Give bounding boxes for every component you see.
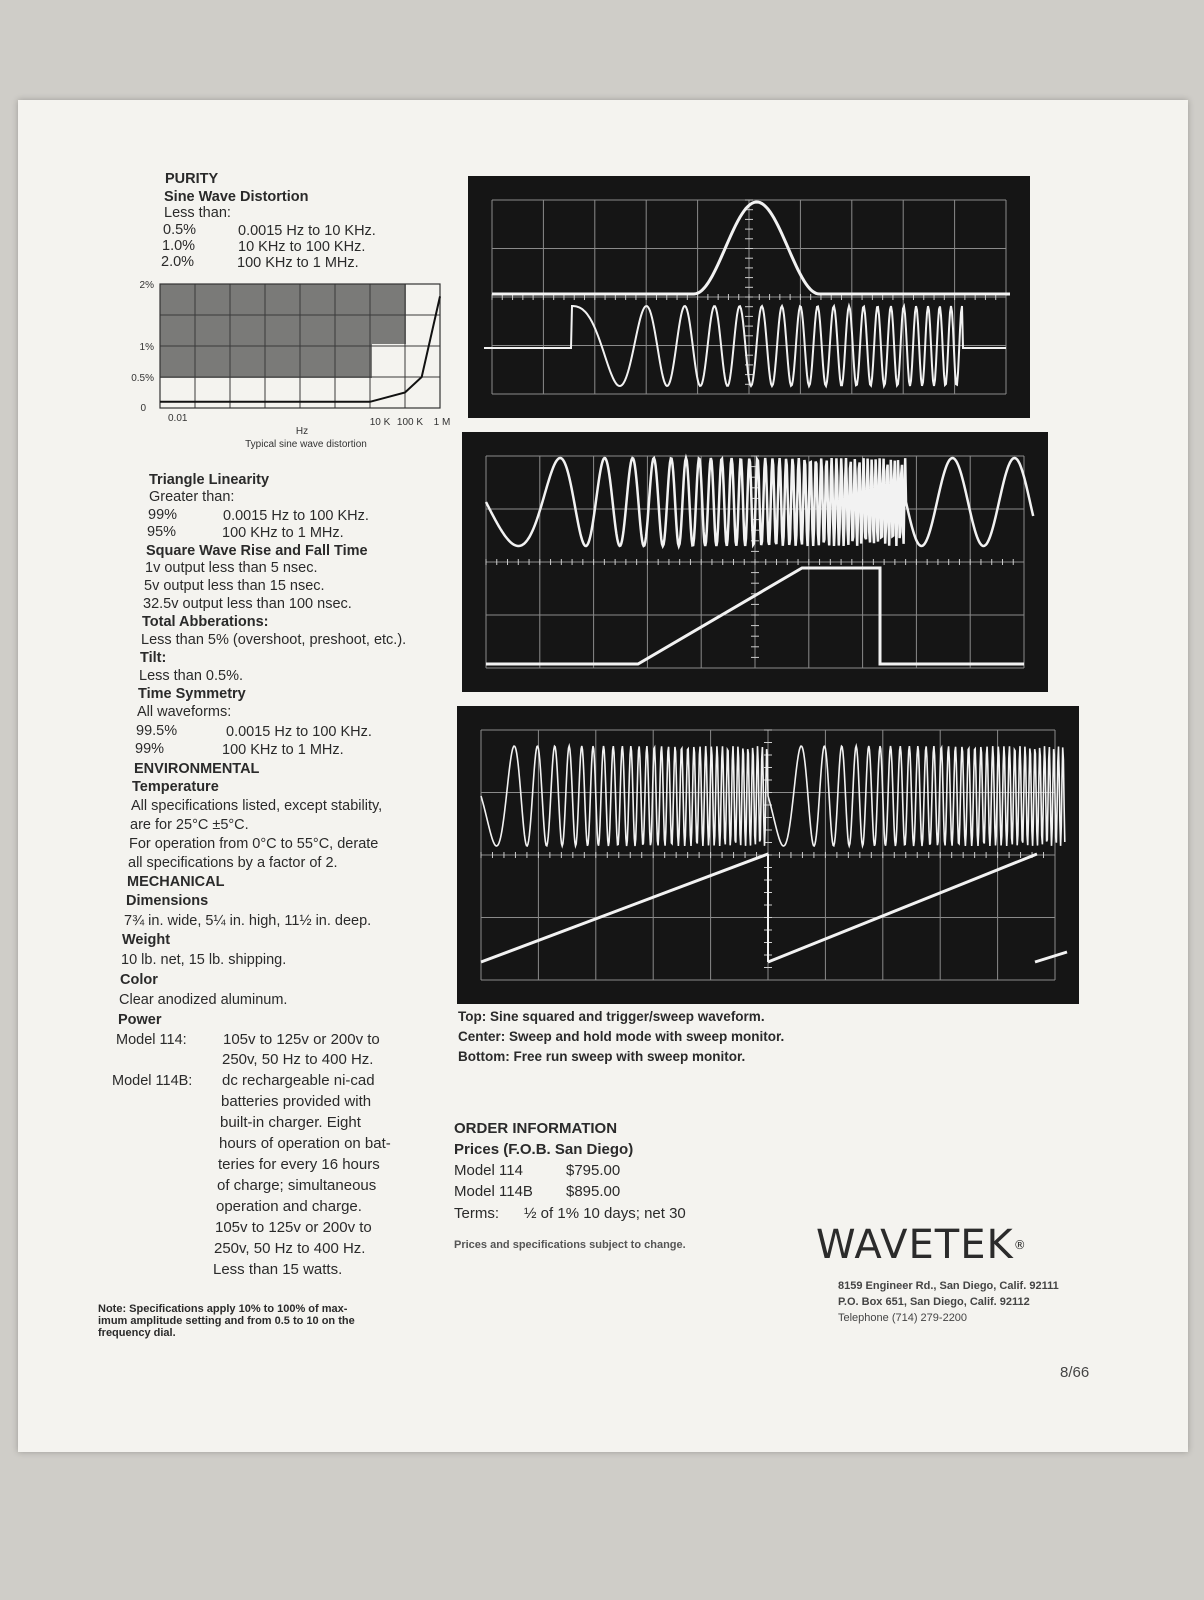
terms-text: ½ of 1% 10 days; net 30 bbox=[524, 1205, 686, 1222]
purity-value: 0.5% bbox=[163, 222, 197, 238]
model-114b-line: teries for every 16 hours bbox=[218, 1156, 380, 1173]
power-heading: Power bbox=[118, 1012, 162, 1028]
purity-heading: PURITY bbox=[165, 171, 219, 187]
model-114b-line: batteries provided with bbox=[221, 1093, 372, 1110]
temperature-heading: Temperature bbox=[132, 779, 219, 795]
model-114b-line: built-in charger. Eight bbox=[220, 1114, 361, 1131]
tilt-text: Less than 0.5%. bbox=[139, 668, 243, 684]
address-line: P.O. Box 651, San Diego, Calif. 92112 bbox=[838, 1296, 1030, 1308]
y-tick-label: 2% bbox=[139, 280, 154, 291]
abberations-text: Less than 5% (overshoot, preshoot, etc.). bbox=[141, 632, 407, 648]
model-114b-label: Model 114B: bbox=[112, 1073, 193, 1089]
ramp-trace bbox=[1035, 952, 1067, 962]
triangle-range: 100 KHz to 1 MHz. bbox=[222, 525, 344, 541]
symmetry-range: 100 KHz to 1 MHz. bbox=[222, 742, 344, 758]
caption-bottom: Bottom: Free run sweep with sweep monitor. bbox=[458, 1049, 746, 1064]
order-model: Model 114 bbox=[454, 1162, 523, 1179]
model-114b-line: of charge; simultaneous bbox=[217, 1177, 377, 1194]
symmetry-value: 99% bbox=[135, 741, 165, 757]
sweep-sine-trace bbox=[486, 458, 1033, 546]
square-heading: Square Wave Rise and Fall Time bbox=[146, 543, 368, 559]
price-disclaimer: Prices and specifications subject to change. bbox=[454, 1239, 686, 1251]
prices-heading: Prices (F.O.B. San Diego) bbox=[454, 1141, 634, 1158]
model-114-line: 105v to 125v or 200v to bbox=[223, 1031, 380, 1048]
symmetry-all: All waveforms: bbox=[137, 704, 232, 720]
triangle-value: 95% bbox=[147, 524, 177, 540]
telephone-line: Telephone (714) 279-2200 bbox=[838, 1312, 968, 1324]
terms-label: Terms: bbox=[454, 1205, 499, 1222]
purity-value: 1.0% bbox=[162, 238, 196, 254]
color-heading: Color bbox=[120, 972, 158, 988]
model-114b-line: hours of operation on bat- bbox=[219, 1135, 391, 1152]
model-114b-line: operation and charge. bbox=[216, 1198, 362, 1215]
order-price: $895.00 bbox=[566, 1183, 621, 1200]
triangle-range: 0.0015 Hz to 100 KHz. bbox=[223, 508, 369, 524]
caption-top: Top: Sine squared and trigger/sweep waveform. bbox=[458, 1009, 765, 1024]
x-axis-label: Hz bbox=[295, 426, 309, 437]
symmetry-value: 99.5% bbox=[136, 723, 178, 739]
address-line: 8159 Engineer Rd., San Diego, Calif. 92111 bbox=[838, 1280, 1059, 1292]
x-tick-label: 0.01 bbox=[168, 413, 188, 424]
scope-trace-top bbox=[468, 176, 1030, 418]
order-model: Model 114B bbox=[454, 1183, 533, 1200]
note-line: Note: Specifications apply 10% to 100% of max- bbox=[98, 1303, 348, 1315]
color-text: Clear anodized aluminum. bbox=[119, 992, 288, 1008]
triangle-greater: Greater than: bbox=[149, 489, 235, 505]
purity-range: 100 KHz to 1 MHz. bbox=[237, 255, 359, 271]
weight-heading: Weight bbox=[122, 932, 171, 948]
model-114b-line: dc rechargeable ni-cad bbox=[222, 1072, 375, 1089]
scope-photo-top bbox=[468, 176, 1030, 418]
purity-subheading: Sine Wave Distortion bbox=[164, 189, 309, 205]
scope-photo-bottom bbox=[457, 706, 1079, 1004]
temperature-line: all specifications by a factor of 2. bbox=[128, 855, 338, 871]
square-line: 1v output less than 5 nsec. bbox=[145, 560, 318, 576]
model-114b-line: 105v to 125v or 200v to bbox=[215, 1219, 372, 1236]
scope-trace-bottom bbox=[457, 706, 1079, 1004]
chart-caption: Typical sine wave distortion bbox=[245, 439, 367, 450]
y-tick-label: 0.5% bbox=[131, 373, 154, 384]
caption-center: Center: Sweep and hold mode with sweep monitor. bbox=[458, 1029, 785, 1044]
symmetry-range: 0.0015 Hz to 100 KHz. bbox=[226, 724, 372, 740]
wavetek-logo bbox=[816, 1223, 1027, 1267]
square-line: 5v output less than 15 nsec. bbox=[144, 578, 325, 594]
purity-value: 2.0% bbox=[161, 254, 195, 270]
x-tick-label: 10 K bbox=[369, 417, 391, 428]
free-run-sine-trace bbox=[481, 746, 1065, 846]
temperature-line: For operation from 0°C to 55°C, derate bbox=[129, 836, 379, 852]
abberations-heading: Total Abberations: bbox=[142, 614, 269, 630]
chart-clear-area bbox=[372, 344, 406, 378]
mechanical-heading: MECHANICAL bbox=[127, 874, 225, 890]
logo-text: WAVETEK bbox=[816, 1222, 1014, 1268]
x-tick-label: 100 K bbox=[396, 417, 424, 428]
purity-range: 10 KHz to 100 KHz. bbox=[238, 239, 366, 255]
scope-trace-center bbox=[462, 432, 1048, 692]
triangle-heading: Triangle Linearity bbox=[149, 472, 270, 488]
order-heading: ORDER INFORMATION bbox=[454, 1120, 618, 1137]
ramp-trace bbox=[768, 854, 1037, 962]
registered-mark: ® bbox=[1013, 1238, 1027, 1252]
model-114-line: 250v, 50 Hz to 400 Hz. bbox=[222, 1051, 374, 1068]
model-114b-line: 250v, 50 Hz to 400 Hz. bbox=[214, 1240, 366, 1257]
triangle-value: 99% bbox=[148, 507, 178, 523]
weight-text: 10 lb. net, 15 lb. shipping. bbox=[121, 952, 287, 968]
y-tick-label: 1% bbox=[139, 342, 154, 353]
page-code: 8/66 bbox=[1060, 1364, 1090, 1381]
symmetry-heading: Time Symmetry bbox=[138, 686, 246, 702]
dimensions-text: 7¾ in. wide, 5¼ in. high, 11½ in. deep. bbox=[124, 913, 372, 929]
distortion-chart bbox=[126, 274, 456, 454]
temperature-line: All specifications listed, except stability, bbox=[131, 798, 383, 814]
square-line: 32.5v output less than 100 nsec. bbox=[143, 596, 352, 612]
model-114-label: Model 114: bbox=[116, 1032, 187, 1048]
ramp-trace bbox=[481, 854, 768, 962]
purity-range: 0.0015 Hz to 10 KHz. bbox=[238, 223, 376, 239]
y-tick-label: 0 bbox=[140, 403, 146, 414]
scope-photo-center bbox=[462, 432, 1048, 692]
note-line: imum amplitude setting and from 0.5 to 10 on the bbox=[98, 1315, 355, 1327]
temperature-line: are for 25°C ±5°C. bbox=[130, 817, 249, 833]
order-price: $795.00 bbox=[566, 1162, 621, 1179]
purity-less-than: Less than: bbox=[164, 205, 231, 221]
x-tick-label: 1 M bbox=[433, 417, 451, 428]
chart-shaded-area bbox=[160, 284, 406, 378]
note-line: frequency dial. bbox=[98, 1327, 176, 1339]
tilt-heading: Tilt: bbox=[140, 650, 167, 666]
dimensions-heading: Dimensions bbox=[126, 893, 209, 909]
environmental-heading: ENVIRONMENTAL bbox=[134, 761, 260, 777]
spec-sheet bbox=[18, 100, 1188, 1452]
model-114b-line: Less than 15 watts. bbox=[213, 1261, 343, 1278]
